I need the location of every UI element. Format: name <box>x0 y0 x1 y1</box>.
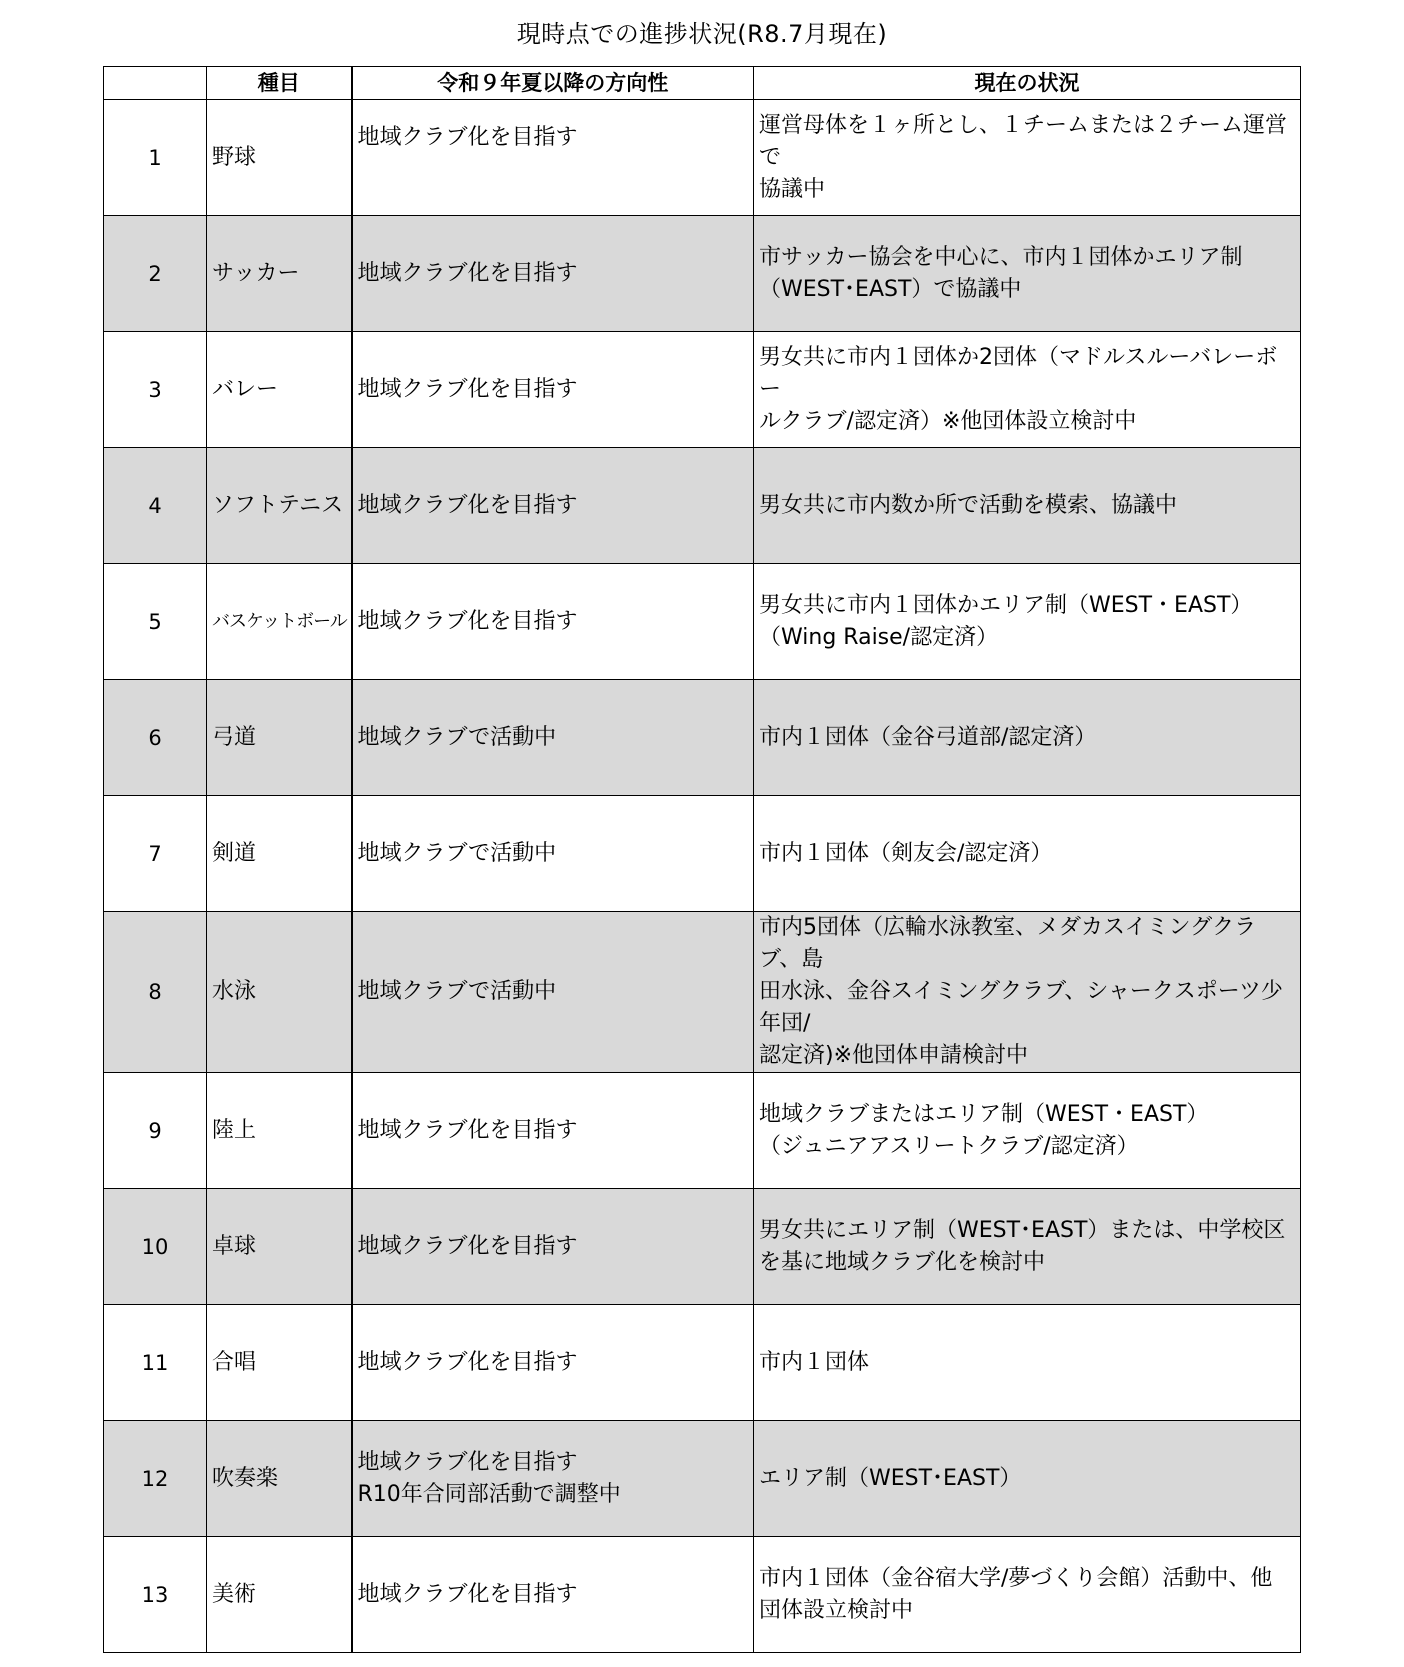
table-row <box>104 1189 1301 1305</box>
row-number: 6 <box>104 680 207 796</box>
row-event: バレー <box>207 332 352 448</box>
header-direction: 令和９年夏以降の方向性 <box>352 67 754 100</box>
row-number: 12 <box>104 1421 207 1537</box>
row-direction: 地域クラブ化を目指す R10年合同部活動で調整中 <box>352 1421 754 1537</box>
table-row <box>104 1305 1301 1421</box>
header-event: 種目 <box>207 67 352 100</box>
row-direction: 地域クラブ化を目指す <box>352 1305 754 1421</box>
table-row <box>104 680 1301 796</box>
row-direction: 地域クラブ化を目指す <box>352 564 754 680</box>
row-event: 卓球 <box>207 1189 352 1305</box>
row-number: 8 <box>104 912 207 1073</box>
row-event: ソフトテニス <box>207 448 352 564</box>
row-number: 3 <box>104 332 207 448</box>
row-number: 4 <box>104 448 207 564</box>
row-event: 合唱 <box>207 1305 352 1421</box>
row-status: 地域クラブまたはエリア制（WEST・EAST） （ジュニアアスリートクラブ/認定済） <box>754 1073 1301 1189</box>
row-direction: 地域クラブ化を目指す <box>352 100 754 216</box>
row-number: 5 <box>104 564 207 680</box>
table-row <box>104 448 1301 564</box>
table-row <box>104 1073 1301 1189</box>
row-number: 7 <box>104 796 207 912</box>
page-title: 現時点での進捗状況(R8.7月現在) <box>516 20 888 48</box>
row-direction: 地域クラブ化を目指す <box>352 1189 754 1305</box>
table-row <box>104 332 1301 448</box>
table-row <box>104 1421 1301 1537</box>
row-event: サッカー <box>207 216 352 332</box>
row-event: 吹奏楽 <box>207 1421 352 1537</box>
row-direction: 地域クラブで活動中 <box>352 912 754 1073</box>
row-status: 市内１団体 <box>754 1305 1301 1421</box>
row-status: 運営母体を１ヶ所とし、１チームまたは２チーム運営で 協議中 <box>754 100 1301 216</box>
row-status: 市内１団体（剣友会/認定済） <box>754 796 1301 912</box>
table-row <box>104 796 1301 912</box>
row-number: 10 <box>104 1189 207 1305</box>
table-row <box>104 564 1301 680</box>
table-row <box>104 912 1301 1073</box>
row-event: バスケットボール <box>207 564 352 680</box>
row-status: 市内１団体（金谷宿大学/夢づくり会館）活動中、他 団体設立検討中 <box>754 1537 1301 1653</box>
table-row <box>104 100 1301 216</box>
row-status: 男女共に市内１団体かエリア制（WEST・EAST） （Wing Raise/認定済） <box>754 564 1301 680</box>
row-event: 弓道 <box>207 680 352 796</box>
row-status: 市サッカー協会を中心に、市内１団体かエリア制 （WEST･EAST）で協議中 <box>754 216 1301 332</box>
row-status: 市内5団体（広輪水泳教室、メダカスイミングクラブ、島 田水泳、金谷スイミングクラブ、シャークスポーツ少年団/ 認定済)※他団体申請検討中 <box>754 912 1301 1073</box>
row-direction: 地域クラブで活動中 <box>352 796 754 912</box>
row-event: 剣道 <box>207 796 352 912</box>
row-event: 水泳 <box>207 912 352 1073</box>
table-row <box>104 1537 1301 1653</box>
row-direction: 地域クラブ化を目指す <box>352 332 754 448</box>
row-direction: 地域クラブで活動中 <box>352 680 754 796</box>
row-number: 2 <box>104 216 207 332</box>
row-number: 11 <box>104 1305 207 1421</box>
row-direction: 地域クラブ化を目指す <box>352 448 754 564</box>
row-event: 野球 <box>207 100 352 216</box>
row-status: エリア制（WEST･EAST） <box>754 1421 1301 1537</box>
table-header-row <box>104 67 1301 100</box>
row-status: 男女共にエリア制（WEST･EAST）または、中学校区 を基に地域クラブ化を検討中 <box>754 1189 1301 1305</box>
header-status: 現在の状況 <box>754 67 1301 100</box>
row-direction: 地域クラブ化を目指す <box>352 1073 754 1189</box>
row-status: 男女共に市内数か所で活動を模索、協議中 <box>754 448 1301 564</box>
row-status: 男女共に市内１団体か2団体（マドルスルーバレーボー ルクラブ/認定済）※他団体設立検討中 <box>754 332 1301 448</box>
row-number: 13 <box>104 1537 207 1653</box>
row-direction: 地域クラブ化を目指す <box>352 216 754 332</box>
row-number: 9 <box>104 1073 207 1189</box>
table-row <box>104 216 1301 332</box>
row-event: 美術 <box>207 1537 352 1653</box>
header-number <box>104 67 207 100</box>
status-table <box>103 66 1301 1653</box>
row-number: 1 <box>104 100 207 216</box>
row-direction: 地域クラブ化を目指す <box>352 1537 754 1653</box>
row-status: 市内１団体（金谷弓道部/認定済） <box>754 680 1301 796</box>
row-event: 陸上 <box>207 1073 352 1189</box>
